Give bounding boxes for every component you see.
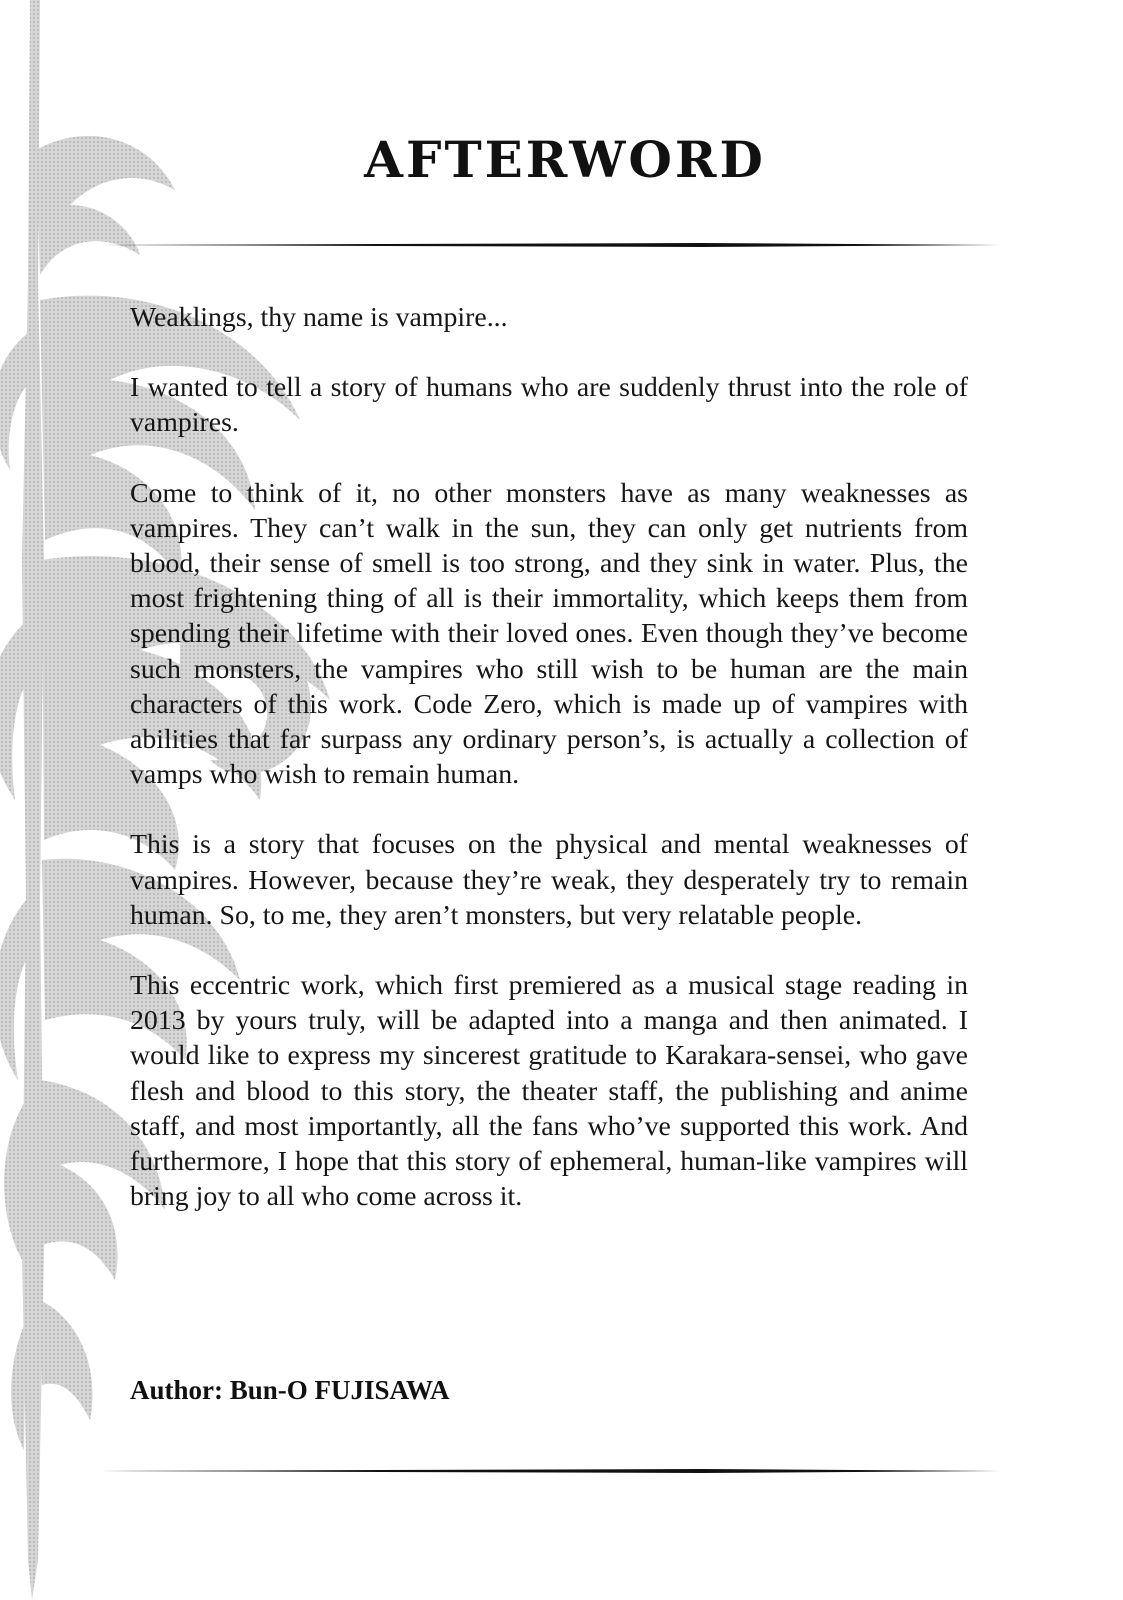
paragraph: This eccentric work, which first premiered as a musical stage reading in 2013 by yours truly, will be adapted into a manga and then animated. I would like to express my sincerest gratitude to Karakara-sensei, who gave flesh and blood to this story, the theater staff, the publishing and anime staff, and most importantly, all the fans who’ve supported this work. And furthermore, I hope that this story of ephemeral, human-like vampires will bring joy to all who come across it. <box>130 970 968 1213</box>
afterword-body <box>130 300 968 1249</box>
paragraph: Weaklings, thy name is vampire... <box>130 302 508 333</box>
page-title: AFTERWORD <box>364 130 766 189</box>
top-divider <box>0 240 1123 250</box>
author-credit: Author: Bun-O FUJISAWA <box>130 1375 450 1405</box>
paragraph: I wanted to tell a story of humans who are suddenly thrust into the role of vampires. <box>130 372 968 439</box>
paragraph: This is a story that focuses on the physical and mental weaknesses of vampires. However, because they’re weak, they desperately try to remain human. So, to me, they aren’t monsters, but very relatable people. <box>130 829 968 931</box>
paragraph: Come to think of it, no other monsters have as many weaknesses as vampires. They can’t walk in the sun, they can only get nutrients from blood, their sense of smell is too strong, and they sink in water. Plus, the most frightening thing of all is their immortality, which keeps them from spending their lifetime with their loved ones. Even though they’ve become such monsters, the vampires who still wish to be human are the main characters of this work. Code Zero, which is made up of vampires with abilities that far surpass any ordinary person’s, is actually a collection of vamps who wish to remain human. <box>130 477 968 791</box>
bottom-divider <box>0 1466 1123 1476</box>
